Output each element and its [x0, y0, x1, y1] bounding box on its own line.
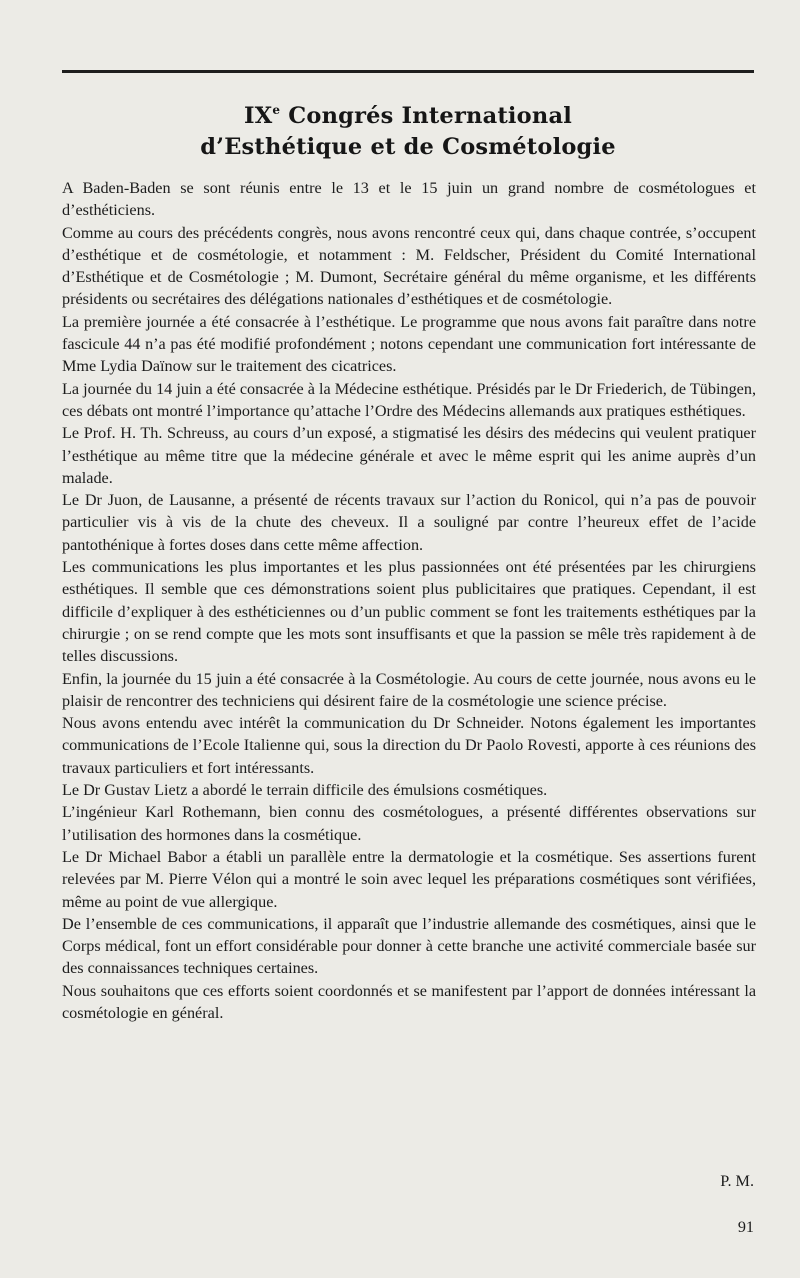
- title-line-2: d’Esthétique et de Cosmétologie: [200, 134, 616, 160]
- title-superscript: e: [272, 103, 281, 117]
- paragraph-11: L’ingénieur Karl Rothemann, bien connu des cosmétologues, a présenté différentes observations sur l’utilisation des hormones dans la cosmétique.: [62, 803, 756, 844]
- article-body: [62, 177, 756, 1024]
- paragraph-6: Le Dr Juon, de Lausanne, a présenté de récents travaux sur l’action du Ronicol, qui n’a pas de pouvoir particulier vis à vis de la chute des cheveux. Il a souligné par contre l’heureux effet de l’acide pantothénique à fortes doses dans cette même affection.: [62, 491, 756, 554]
- paragraph-7: Les communications les plus importantes et les plus passionnées ont été présentées par les chirurgiens esthétiques. Il semble que ces démonstrations soient plus publicitaires que pratiques. Cependant, il est difficile d’expliquer à des esthéticiennes ou d’un public comment se font les traitements esthétiques par la chirurgie ; on se rend compte que les mots sont insuffisants et que la passion se mêle très rapidement à de telles discussions.: [62, 558, 756, 666]
- paragraph-14: Nous souhaitons que ces efforts soient coordonnés et se manifestent par l’apport de données intéressant la cosmétologie en général.: [62, 981, 756, 1022]
- paragraph-3: La première journée a été consacrée à l’esthétique. Le programme que nous avons fait paraître dans notre fascicule 44 n’a pas été modifié profondément ; notons cependant une communication fort intéressante de Mme Lydia Daïnow sur le traitement des cicatrices.: [62, 312, 756, 376]
- paragraph-12: Le Dr Michael Babor a établi un parallèle entre la dermatologie et la cosmétique. Ses assertions furent relevées par M. Pierre Vélon qui a montré le soin avec lequel les préparations cosmétiques sont vérifiées, même au point de vue allergique.: [62, 847, 756, 911]
- paragraph-1: A Baden-Baden se sont réunis entre le 13 et le 15 juin un grand nombre de cosmétologues et d’esthéticiens.: [62, 179, 756, 220]
- title-roman-numeral: IX: [244, 103, 273, 129]
- paragraph-5: Le Prof. H. Th. Schreuss, au cours d’un exposé, a stigmatisé les désirs des médecins qui veulent pratiquer l’esthétique au même titre que la médecine générale et avec le même esprit qui les anime auprès d’un malade.: [62, 424, 756, 487]
- title-line-1-text: Congrés International: [280, 103, 572, 129]
- paragraph-10: Le Dr Gustav Lietz a abordé le terrain difficile des émulsions cosmétiques.: [62, 781, 548, 800]
- author-signature: P. M.: [720, 1172, 754, 1190]
- paragraph-8: Enfin, la journée du 15 juin a été consacrée à la Cosmétologie. Au cours de cette journée, nous avons eu le plaisir de rencontrer des techniciens qui désirent faire de la cosmétologie une science précise.: [62, 669, 756, 710]
- paragraph-4: La journée du 14 juin a été consacrée à la Médecine esthétique. Présidés par le Dr Friederich, de Tübingen, ces débats ont montré l’importance qu’attache l’Ordre des Médecins allemands aux pratiques esthétiques.: [62, 379, 756, 420]
- paragraph-13: De l’ensemble de ces communications, il apparaît que l’industrie allemande des cosmétiques, ainsi que le Corps médical, font un effort considérable pour donner à cette branche une activité commerciale basée sur des connaissances techniques certaines.: [62, 914, 756, 978]
- top-rule: [62, 70, 754, 73]
- title-line-1: [244, 103, 572, 129]
- paragraph-2: Comme au cours des précédents congrès, nous avons rencontré ceux qui, dans chaque contrée, s’occupent d’esthétique et de cosmétologie, et notamment : M. Feldscher, Président du Comité International d’Esthétique et de Cosmétologie ; M. Dumont, Secrétaire général du même organisme, et les différents présidents ou secrétaires des délégations nationales d’esthétiques et de cosmétologie.: [62, 223, 756, 309]
- page-number: 91: [737, 1218, 754, 1236]
- article-title: [62, 101, 754, 163]
- paragraph-9: Nous avons entendu avec intérêt la communication du Dr Schneider. Notons également les importantes communications de l’Ecole Italienne qui, sous la direction du Dr Paolo Rovesti, apporte à ces réunions des travaux particuliers et fort intéressants.: [62, 714, 756, 777]
